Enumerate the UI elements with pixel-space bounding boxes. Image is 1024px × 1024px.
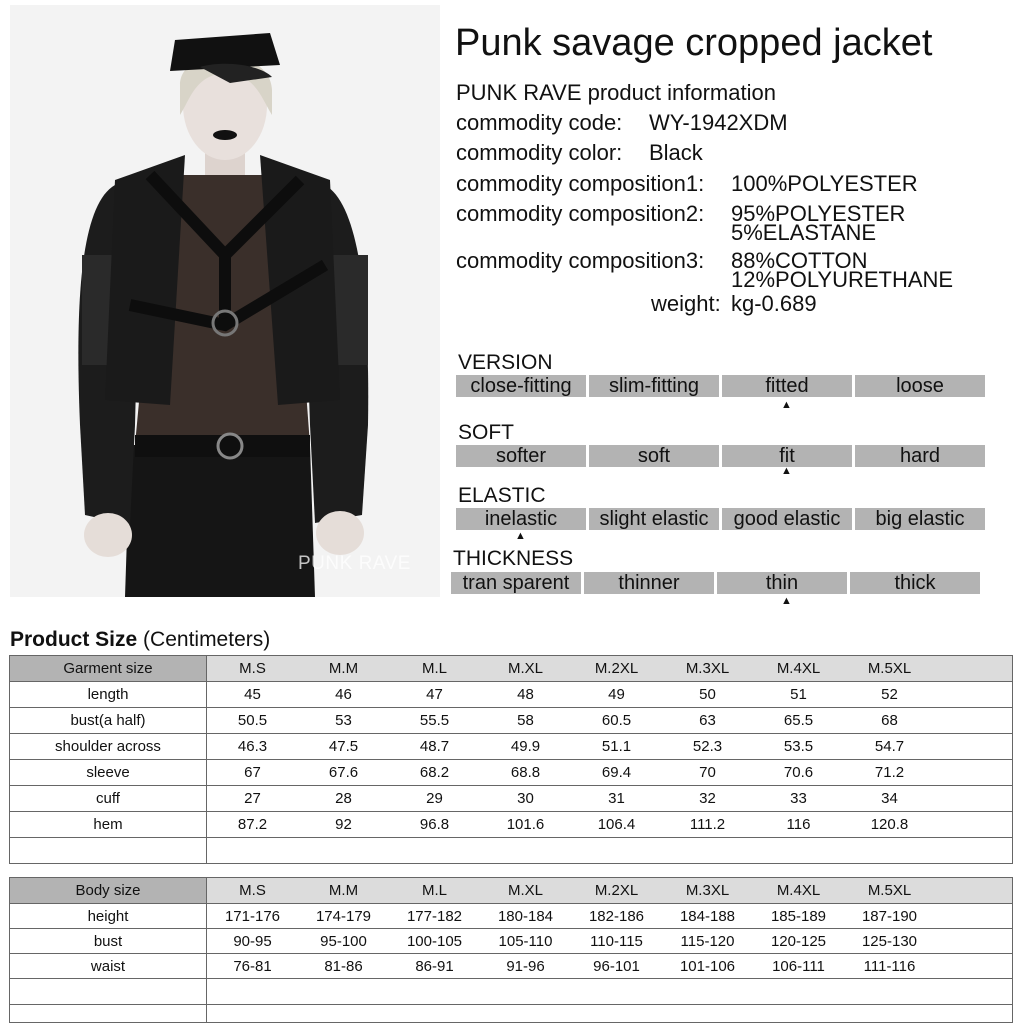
- elastic-option: slight elastic: [589, 508, 719, 530]
- garment-size-header: Garment size: [10, 656, 207, 682]
- table-cell: 70.6: [783, 764, 814, 781]
- elastic-title: ELASTIC: [458, 484, 546, 507]
- table-cell: 174-179: [315, 907, 372, 925]
- table-cell: 69.4: [601, 764, 632, 781]
- table-row: [10, 954, 1013, 979]
- soft-title: SOFT: [458, 421, 514, 444]
- elastic-option: good elastic: [722, 508, 852, 530]
- table-cell: 27: [244, 790, 261, 807]
- table-cell: 67.6: [328, 764, 359, 781]
- weight-label: weight:: [651, 291, 721, 316]
- commodity-code-label: commodity code:: [456, 110, 623, 135]
- size-label: M.2XL: [594, 882, 639, 899]
- row-label: bust: [10, 929, 207, 954]
- table-row-empty: [10, 838, 1013, 864]
- table-cell: 76-81: [233, 957, 272, 975]
- version-selected-marker: ▲: [781, 399, 792, 411]
- table-cell: 111.2: [689, 816, 726, 833]
- weight-value: kg-0.689: [731, 291, 817, 316]
- size-label: M.S: [239, 882, 266, 899]
- commodity-color-label: commodity color:: [456, 140, 623, 165]
- size-label: M.4XL: [776, 660, 821, 677]
- table-cell: 106.4: [597, 816, 636, 833]
- size-label: M.XL: [507, 882, 543, 899]
- table-cell: 51.1: [601, 738, 632, 755]
- table-cell: 31: [608, 790, 625, 807]
- table-row-empty: [10, 1005, 1013, 1023]
- row-label: length: [10, 682, 207, 708]
- table-cell: 51: [790, 686, 807, 703]
- table-cell: 53: [335, 712, 352, 729]
- table-cell: 28: [335, 790, 352, 807]
- table-cell: 30: [517, 790, 534, 807]
- table-cell: 185-189: [770, 907, 827, 925]
- table-cell: 125-130: [861, 932, 918, 950]
- row-label: bust(a half): [10, 708, 207, 734]
- weight-row: [651, 291, 817, 316]
- table-cell: 116: [786, 816, 811, 833]
- table-row: [10, 812, 1013, 838]
- table-cell: 60.5: [601, 712, 632, 729]
- table-cell: 101-106: [679, 957, 736, 975]
- table-cell: 32: [699, 790, 716, 807]
- soft-selected-marker: ▲: [781, 465, 792, 477]
- table-cell: 106-111: [772, 957, 825, 975]
- table-cell: 105-110: [498, 932, 553, 950]
- table-cell: 187-190: [861, 907, 918, 925]
- table-cell: 120-125: [770, 932, 827, 950]
- soft-option: fit: [722, 445, 852, 467]
- table-cell: 52: [881, 686, 898, 703]
- soft-option: soft: [589, 445, 719, 467]
- table-cell: 48.7: [419, 738, 450, 755]
- table-cell: 63: [699, 712, 716, 729]
- table-header-row: [10, 878, 1013, 904]
- table-row-empty: [10, 979, 1013, 1005]
- table-cell: 90-95: [233, 932, 272, 950]
- table-cell: 120.8: [870, 816, 909, 833]
- composition3-label: commodity composition3:: [456, 248, 705, 273]
- table-row: [10, 904, 1013, 929]
- table-cell: 29: [426, 790, 443, 807]
- model-illustration: [10, 5, 440, 597]
- table-cell: 67: [244, 764, 261, 781]
- info-heading: PUNK RAVE product information: [456, 80, 776, 105]
- row-label: sleeve: [10, 760, 207, 786]
- size-label: M.2XL: [594, 660, 639, 677]
- row-label: shoulder across: [10, 734, 207, 760]
- table-row: [10, 682, 1013, 708]
- row-label: hem: [10, 812, 207, 838]
- size-label: M.L: [421, 660, 447, 677]
- table-cell: 91-96: [506, 957, 545, 975]
- composition2-label: commodity composition2:: [456, 201, 705, 226]
- table-cell: 49.9: [510, 738, 541, 755]
- table-cell: 65.5: [783, 712, 814, 729]
- table-row: [10, 708, 1013, 734]
- table-cell: 180-184: [497, 907, 554, 925]
- table-cell: 115-120: [680, 932, 735, 950]
- size-label: M.5XL: [867, 882, 912, 899]
- table-cell: 47: [426, 686, 443, 703]
- table-cell: 87.2: [237, 816, 268, 833]
- composition1-value: 100%POLYESTER: [731, 171, 918, 196]
- table-cell: 71.2: [874, 764, 905, 781]
- composition1-row: [456, 171, 918, 196]
- table-cell: 86-91: [415, 957, 454, 975]
- table-cell: 96-101: [593, 957, 640, 975]
- soft-option: hard: [855, 445, 985, 467]
- elastic-option: inelastic: [456, 508, 586, 530]
- thickness-title: THICKNESS: [453, 547, 574, 570]
- thickness-selected-marker: ▲: [781, 595, 792, 607]
- table-cell: 96.8: [419, 816, 450, 833]
- table-cell: 81-86: [324, 957, 363, 975]
- table-cell: 48: [517, 686, 534, 703]
- size-label: M.M: [328, 882, 359, 899]
- table-cell: 100-105: [406, 932, 463, 950]
- table-header-row: [10, 656, 1013, 682]
- table-cell: 54.7: [874, 738, 905, 755]
- table-cell: 46: [335, 686, 352, 703]
- table-cell: 46.3: [237, 738, 268, 755]
- watermark: PUNK RAVE: [298, 553, 411, 574]
- row-label: waist: [10, 954, 207, 979]
- table-cell: 182-186: [588, 907, 645, 925]
- table-cell: 50: [699, 686, 716, 703]
- table-cell: 110-115: [590, 932, 643, 950]
- table-row: [10, 786, 1013, 812]
- thickness-option: tran sparent: [451, 572, 581, 594]
- table-cell: 177-182: [406, 907, 463, 925]
- table-cell: 55.5: [419, 712, 450, 729]
- table-cell: 58: [517, 712, 534, 729]
- size-label: M.S: [239, 660, 266, 677]
- composition3-value-2: 12%POLYURETHANE: [731, 267, 954, 292]
- commodity-color-value: Black: [649, 140, 703, 165]
- product-title: Punk savage cropped jacket: [455, 22, 933, 64]
- table-cell: 171-176: [224, 907, 281, 925]
- version-title: VERSION: [458, 351, 553, 374]
- size-label: M.3XL: [685, 660, 730, 677]
- table-cell: 101.6: [506, 816, 545, 833]
- table-cell: 33: [790, 790, 807, 807]
- composition2-value-1: 95%POLYESTER: [731, 201, 906, 226]
- row-label: height: [10, 904, 207, 929]
- table-cell: 50.5: [237, 712, 268, 729]
- size-heading-unit: (Centimeters): [143, 628, 271, 651]
- table-cell: 45: [244, 686, 261, 703]
- table-row: [10, 760, 1013, 786]
- size-label: M.3XL: [685, 882, 730, 899]
- composition3-value-1: 88%COTTON: [731, 248, 868, 273]
- table-cell: 47.5: [328, 738, 359, 755]
- composition2-row: [456, 201, 906, 245]
- version-option: close-fitting: [456, 375, 586, 397]
- version-option: loose: [855, 375, 985, 397]
- table-cell: 68.8: [510, 764, 541, 781]
- body-size-header: Body size: [10, 878, 207, 904]
- composition1-label: commodity composition1:: [456, 171, 705, 196]
- table-row: [10, 734, 1013, 760]
- table-cell: 111-116: [863, 957, 916, 975]
- commodity-color-row: [456, 140, 703, 165]
- size-label: M.M: [328, 660, 359, 677]
- table-cell: 95-100: [320, 932, 367, 950]
- table-row: [10, 929, 1013, 954]
- thickness-option: thin: [717, 572, 847, 594]
- soft-option: softer: [456, 445, 586, 467]
- table-cell: 68.2: [419, 764, 450, 781]
- version-option: fitted: [722, 375, 852, 397]
- row-label: cuff: [10, 786, 207, 812]
- elastic-option: big elastic: [855, 508, 985, 530]
- size-label: M.L: [421, 882, 447, 899]
- size-heading-title: Product Size: [10, 628, 138, 651]
- version-option: slim-fitting: [589, 375, 719, 397]
- size-heading: [10, 628, 270, 652]
- table-cell: 68: [881, 712, 898, 729]
- elastic-selected-marker: ▲: [515, 530, 526, 542]
- size-label: M.4XL: [776, 882, 821, 899]
- table-cell: 34: [881, 790, 898, 807]
- table-cell: 184-188: [679, 907, 736, 925]
- size-label: M.XL: [507, 660, 543, 677]
- commodity-code-value: WY-1942XDM: [649, 110, 788, 135]
- composition2-value-2: 5%ELASTANE: [731, 220, 877, 245]
- size-label: M.5XL: [867, 660, 912, 677]
- table-cell: 53.5: [783, 738, 814, 755]
- table-cell: 70: [699, 764, 716, 781]
- table-cell: 49: [608, 686, 625, 703]
- composition3-row: [456, 248, 954, 292]
- garment-size-table: [9, 655, 1013, 864]
- table-cell: 92: [335, 816, 352, 833]
- product-photo: [10, 5, 440, 597]
- table-cell: 52.3: [692, 738, 723, 755]
- thickness-option: thick: [850, 572, 980, 594]
- commodity-code-row: [456, 110, 788, 135]
- thickness-option: thinner: [584, 572, 714, 594]
- body-size-table: [9, 877, 1013, 1023]
